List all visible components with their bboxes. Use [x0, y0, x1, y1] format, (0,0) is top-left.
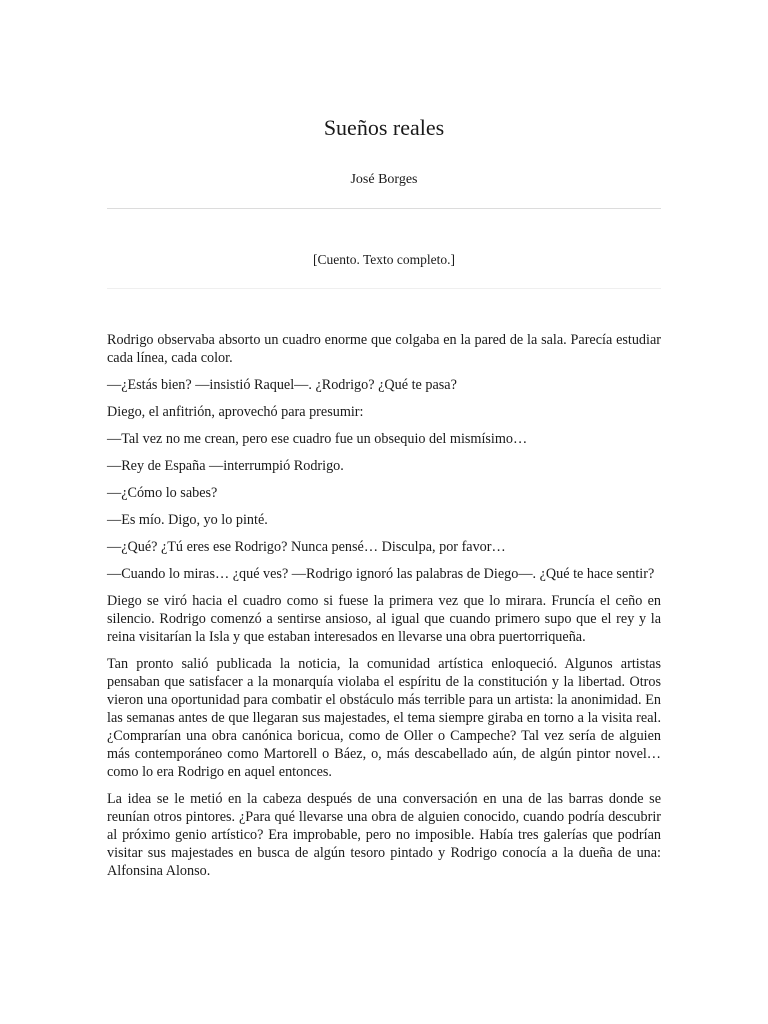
paragraph: Diego se viró hacia el cuadro como si fuese la primera vez que lo mirara. Fruncía el ceño en silencio. Rodrigo comenzó a sentirse ansioso, al igual que cuando primero supo que el rey y la reina visitarían la Isla y que estaban interesados en llevarse una obra puertorriqueña. [107, 593, 661, 645]
document-author: José Borges [350, 172, 418, 187]
paragraph: —¿Qué? ¿Tú eres ese Rodrigo? Nunca pensé… Disculpa, por favor… [107, 539, 506, 555]
paragraph: La idea se le metió en la cabeza después de una conversación en una de las barras donde se reunían otros pintores. ¿Para qué llevarse una obra de alguien conocido, cuando podría descubrir al próximo genio artístico? Era improbable, pero no imposible. Había tres galerías que podrían visitar sus majestades en busca de algún tesoro pintado y Rodrigo conocía a la dueña de una: Alfonsina Alonso. [107, 791, 661, 879]
paragraph: —Cuando lo miras… ¿qué ves? —Rodrigo ignoró las palabras de Diego—. ¿Qué te hace sentir? [107, 566, 655, 582]
paragraph: Diego, el anfitrión, aprovechó para presumir: [107, 404, 364, 420]
document-body [107, 331, 661, 889]
header-divider [107, 208, 661, 209]
paragraph: —¿Estás bien? —insistió Raquel—. ¿Rodrigo? ¿Qué te pasa? [107, 377, 457, 393]
paragraph: —¿Cómo lo sabes? [107, 485, 218, 501]
paragraph: —Rey de España —interrumpió Rodrigo. [107, 458, 344, 474]
note-divider [107, 288, 661, 289]
document-title: Sueños reales [323, 115, 445, 140]
document-note: [Cuento. Texto completo.] [312, 252, 456, 267]
paragraph: Tan pronto salió publicada la noticia, la comunidad artística enloqueció. Algunos artistas pensaban que satisfacer a la monarquía violaba el espíritu de la constitución y la libertad. Otros vieron una oportunidad para combatir el obstáculo más terrible para un artista: la anonimidad. En las semanas antes de que llegaran sus majestades, el tema siempre giraba en torno a la visita real. ¿Comprarían una obra canónica boricua, como de Oller o Campeche? Tal vez sería de alguien más contemporáneo como Martorell o Báez, o, más descabellado aún, de algún pintor novel… como lo era Rodrigo en aquel entonces. [107, 656, 661, 780]
paragraph: Rodrigo observaba absorto un cuadro enorme que colgaba en la pared de la sala. Parecía estudiar cada línea, cada color. [107, 332, 661, 366]
paragraph: —Es mío. Digo, yo lo pinté. [107, 512, 268, 528]
paragraph: —Tal vez no me crean, pero ese cuadro fue un obsequio del mismísimo… [107, 431, 528, 447]
